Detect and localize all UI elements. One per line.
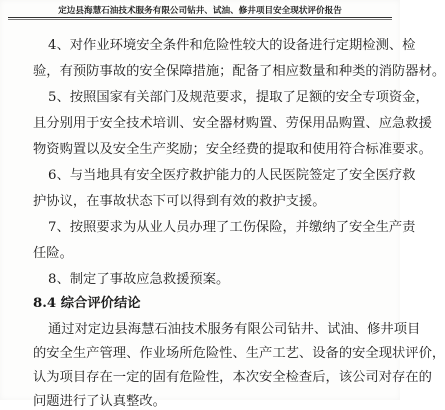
paragraph-7-line-1: 7、按照要求为从业人员办理了工伤保险，并缴纳了安全生产责 <box>48 220 416 235</box>
paragraph-6-line-1: 6、与当地具有安全医疗救护能力的人民医院签定了安全医疗救 <box>48 168 416 183</box>
paragraph-7-line-2: 任险。 <box>33 246 73 261</box>
header-rule-thin <box>8 19 392 20</box>
section-title: 8.4 综合评价结论 <box>33 296 141 311</box>
conclusion-line-4: 问题进行了认真整改。 <box>33 394 166 409</box>
paragraph-5-line-3: 物资购置以及安全生产奖励；安全经费的提取和使用符合标准要求。 <box>33 142 432 157</box>
paragraph-4-line-2: 验，有预防事故的安全保障措施；配备了相应数量和种类的消防器材。 <box>33 64 445 79</box>
conclusion-line-2: 的安全生产管理、作业场所危险性、生产工艺、设备的安全现状评价， <box>33 346 445 361</box>
conclusion-line-1: 通过对定边县海慧石油技术服务有限公司钻井、试油、修井项目 <box>48 322 421 337</box>
paragraph-8-line-1: 8、制定了事故应急救援预案。 <box>48 272 230 287</box>
page-header: 定边县海慧石油技术服务有限公司钻井、试油、修井项目安全现状评价报告 <box>58 6 342 16</box>
header-rule <box>8 17 392 18</box>
paragraph-4-line-1: 4、对作业环境安全条件和危险性较大的设备进行定期检测、检 <box>48 38 416 53</box>
paragraph-6-line-2: 护协议，在事故状态下可以得到有效的救护支援。 <box>33 194 326 209</box>
paragraph-5-line-1: 5、按照国家有关部门及规范要求，提取了足额的安全专项资金， <box>48 90 429 105</box>
conclusion-line-3: 认为项目存在一定的固有危险性，本次安全检查后，该公司对存在的 <box>33 370 432 385</box>
paragraph-5-line-2: 且分别用于安全技术培训、安全器材购置、劳保用品购置、应急救援 <box>33 116 432 131</box>
